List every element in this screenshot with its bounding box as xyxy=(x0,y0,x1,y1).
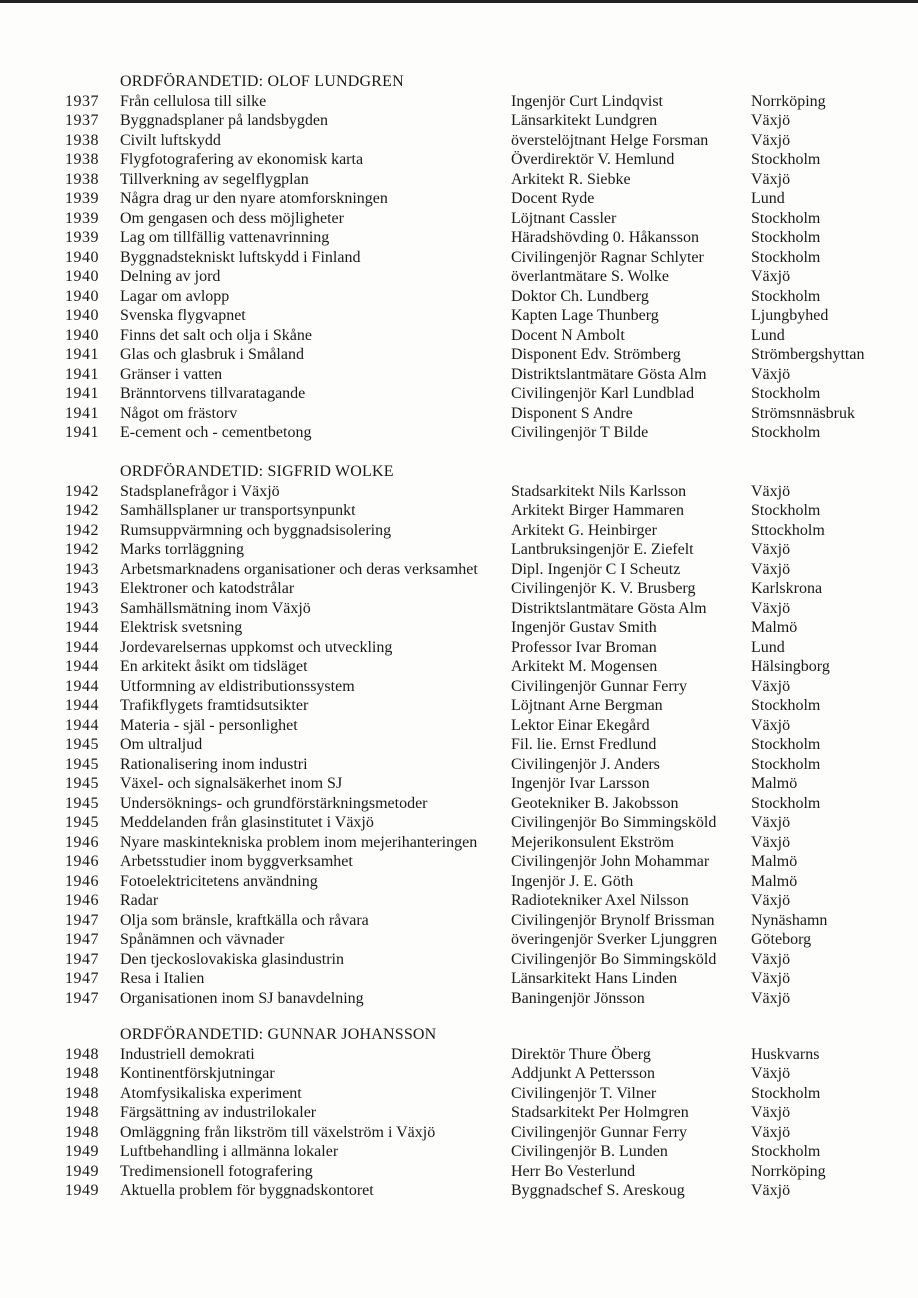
lecture-row xyxy=(0,326,918,346)
topic-cell: Lag om tillfällig vattenavrinning xyxy=(120,229,330,246)
lecture-row xyxy=(0,306,918,326)
place-cell: Stockholm xyxy=(751,697,821,714)
topic-cell: Marks torrläggning xyxy=(120,541,244,558)
lecture-row xyxy=(0,677,918,697)
topic-cell: Gränser i vatten xyxy=(120,365,223,383)
topic-cell: Atomfysikaliska experiment xyxy=(120,1084,302,1102)
topic-cell: Civilt luftskydd xyxy=(120,131,221,149)
year-cell: 1938 xyxy=(65,151,99,168)
lecture-row xyxy=(0,560,918,580)
year-cell: 1945 xyxy=(65,736,99,753)
speaker-cell: Ingenjör Ivar Larsson xyxy=(511,775,650,792)
place-cell: Huskvarns xyxy=(751,1045,820,1063)
place-cell: Växjö xyxy=(751,1104,791,1121)
place-cell: Växjö xyxy=(751,599,791,617)
year-cell: 1948 xyxy=(65,1104,99,1121)
place-cell: Malmö xyxy=(751,853,798,870)
place-cell: Sttockholm xyxy=(751,521,825,539)
lecture-row xyxy=(0,189,918,209)
year-cell: 1942 xyxy=(65,482,99,500)
scan-top-edge xyxy=(0,0,918,3)
speaker-cell: Arkitekt M. Mogensen xyxy=(511,658,658,675)
year-cell: 1946 xyxy=(65,892,99,909)
topic-cell: Aktuella problem för byggnadskontoret xyxy=(120,1182,374,1199)
place-cell: Stockholm xyxy=(751,1143,821,1160)
speaker-cell: Distriktslantmätare Gösta Alm xyxy=(511,365,707,383)
lecture-row xyxy=(0,384,918,404)
year-cell: 1946 xyxy=(65,853,99,870)
year-cell: 1944 xyxy=(65,716,99,734)
lecture-row xyxy=(0,1162,918,1182)
year-cell: 1945 xyxy=(65,794,99,812)
year-cell: 1942 xyxy=(65,502,99,519)
place-cell: Hälsingborg xyxy=(751,658,830,675)
year-cell: 1945 xyxy=(65,814,99,831)
year-cell: 1941 xyxy=(65,404,99,422)
year-cell: 1947 xyxy=(65,950,99,968)
year-cell: 1941 xyxy=(65,365,99,383)
lecture-row xyxy=(0,696,918,716)
topic-cell: Jordevarelsernas uppkomst och utveckling xyxy=(120,638,393,656)
speaker-cell: Arkitekt R. Siebke xyxy=(511,170,631,188)
place-cell: Stockholm xyxy=(751,502,821,519)
lecture-row xyxy=(0,599,918,619)
lecture-row xyxy=(0,1181,918,1201)
place-cell: Stockholm xyxy=(751,755,821,773)
topic-cell: Rumsuppvärmning och byggnadsisolering xyxy=(120,521,392,539)
topic-cell: Om gengasen och dess möjligheter xyxy=(120,209,344,227)
topic-cell: En arkitekt åsikt om tidsläget xyxy=(120,658,308,675)
speaker-cell: Byggnadschef S. Areskoug xyxy=(511,1182,685,1199)
topic-cell: Något om frästorv xyxy=(120,404,238,422)
topic-cell: Fotoelektricitetens användning xyxy=(120,872,318,890)
place-cell: Stockholm xyxy=(751,248,821,266)
lecture-row xyxy=(0,521,918,541)
place-cell: Växjö xyxy=(751,131,791,149)
topic-cell: Industriell demokrati xyxy=(120,1045,255,1063)
year-cell: 1943 xyxy=(65,580,99,597)
year-cell: 1943 xyxy=(65,560,99,578)
topic-cell: Byggnadsplaner på landsbygden xyxy=(120,112,328,129)
year-cell: 1938 xyxy=(65,170,99,188)
year-cell: 1937 xyxy=(65,92,99,110)
place-cell: Växjö xyxy=(751,814,791,831)
speaker-cell: Civilingenjör Karl Lundblad xyxy=(511,385,695,402)
place-cell: Lund xyxy=(751,638,785,656)
place-cell: Stockholm xyxy=(751,794,821,812)
year-cell: 1948 xyxy=(65,1123,99,1141)
place-cell: Växjö xyxy=(751,950,791,968)
topic-cell: Rationalisering inom industri xyxy=(120,755,308,773)
lecture-row xyxy=(0,794,918,814)
place-cell: Växjö xyxy=(751,716,791,734)
lecture-row xyxy=(0,833,918,853)
speaker-cell: Ingenjör Curt Lindqvist xyxy=(511,92,663,110)
speaker-cell: Docent Ryde xyxy=(511,190,595,207)
speaker-cell: överingenjör Sverker Ljunggren xyxy=(511,931,718,948)
lecture-row xyxy=(0,423,918,443)
place-cell: Strömsnnäsbruk xyxy=(751,404,855,422)
lecture-row xyxy=(0,1045,918,1065)
year-cell: 1945 xyxy=(65,755,99,773)
place-cell: Växjö xyxy=(751,112,791,129)
year-cell: 1948 xyxy=(65,1045,99,1063)
topic-cell: Radar xyxy=(120,892,159,909)
speaker-cell: Disponent Edv. Strömberg xyxy=(511,346,681,363)
topic-cell: Organisationen inom SJ banavdelning xyxy=(120,989,364,1007)
lecture-row xyxy=(0,482,918,502)
year-cell: 1937 xyxy=(65,112,99,129)
section-heading: ORDFÖRANDETID: OLOF LUNDGREN xyxy=(120,73,404,90)
place-cell: Stockholm xyxy=(751,385,821,402)
place-cell: Stockholm xyxy=(751,209,821,227)
speaker-cell: Ingenjör J. E. Göth xyxy=(511,872,634,890)
speaker-cell: Lektor Einar Ekegård xyxy=(511,716,650,734)
lecture-row xyxy=(0,1123,918,1143)
year-cell: 1944 xyxy=(65,638,99,656)
topic-cell: Samhällsmätning inom Växjö xyxy=(120,599,311,617)
year-cell: 1940 xyxy=(65,326,99,344)
lecture-row xyxy=(0,170,918,190)
topic-cell: Den tjeckoslovakiska glasindustrin xyxy=(120,950,344,968)
place-cell: Växjö xyxy=(751,833,791,851)
topic-cell: Arbetsstudier inom byggverksamhet xyxy=(120,853,353,870)
speaker-cell: Civilingenjör T. Vilner xyxy=(511,1084,657,1102)
lecture-row xyxy=(0,1064,918,1084)
place-cell: Stockholm xyxy=(751,229,821,246)
year-cell: 1941 xyxy=(65,346,99,363)
year-cell: 1939 xyxy=(65,229,99,246)
speaker-cell: Docent N Ambolt xyxy=(511,326,625,344)
lecture-row xyxy=(0,248,918,268)
speaker-cell: Professor Ivar Broman xyxy=(511,638,657,656)
topic-cell: Elektrisk svetsning xyxy=(120,619,243,636)
topic-cell: Bränntorvens tillvaratagande xyxy=(120,385,306,402)
place-cell: Lund xyxy=(751,190,785,207)
lecture-row xyxy=(0,111,918,131)
speaker-cell: Stadsarkitekt Nils Karlsson xyxy=(511,482,687,500)
speaker-cell: Civilingenjör Ragnar Schlyter xyxy=(511,248,704,266)
lecture-row xyxy=(0,911,918,931)
place-cell: Växjö xyxy=(751,1065,791,1082)
year-cell: 1948 xyxy=(65,1084,99,1102)
speaker-cell: Civilingenjör Gunnar Ferry xyxy=(511,1123,687,1141)
speaker-cell: Civilingenjör K. V. Brusberg xyxy=(511,580,696,597)
year-cell: 1940 xyxy=(65,268,99,285)
topic-cell: Arbetsmarknadens organisationer och deras verksamhet xyxy=(120,560,478,578)
year-cell: 1942 xyxy=(65,521,99,539)
topic-cell: Flygfotografering av ekonomisk karta xyxy=(120,151,364,168)
topic-cell: Från cellulosa till silke xyxy=(120,92,267,110)
lecture-row xyxy=(0,345,918,365)
lecture-row xyxy=(0,1142,918,1162)
lecture-row xyxy=(0,950,918,970)
speaker-cell: Länsarkitekt Hans Linden xyxy=(511,970,678,987)
topic-cell: Glas och glasbruk i Småland xyxy=(120,346,304,363)
topic-cell: Delning av jord xyxy=(120,268,221,285)
year-cell: 1946 xyxy=(65,833,99,851)
lecture-row xyxy=(0,638,918,658)
place-cell: Växjö xyxy=(751,892,791,909)
speaker-cell: Civilingenjör Bo Simmingsköld xyxy=(511,814,717,831)
place-cell: Växjö xyxy=(751,1182,791,1199)
place-cell: Stockholm xyxy=(751,287,821,305)
topic-cell: Elektroner och katodstrålar xyxy=(120,580,295,597)
speaker-cell: Civilingenjör John Mohammar xyxy=(511,853,710,870)
lecture-row xyxy=(0,813,918,833)
year-cell: 1941 xyxy=(65,424,99,441)
speaker-cell: Dipl. Ingenjör C I Scheutz xyxy=(511,560,681,578)
year-cell: 1946 xyxy=(65,872,99,890)
year-cell: 1939 xyxy=(65,190,99,207)
speaker-cell: Disponent S Andre xyxy=(511,404,633,422)
lecture-row xyxy=(0,989,918,1009)
speaker-cell: Kapten Lage Thunberg xyxy=(511,307,659,324)
speaker-cell: överlantmätare S. Wolke xyxy=(511,268,669,285)
lecture-row xyxy=(0,1103,918,1123)
lecture-row xyxy=(0,774,918,794)
place-cell: Karlskrona xyxy=(751,580,823,597)
speaker-cell: Direktör Thure Öberg xyxy=(511,1045,651,1063)
speaker-cell: Radiotekniker Axel Nilsson xyxy=(511,892,689,909)
place-cell: Växjö xyxy=(751,970,791,987)
topic-cell: Stadsplanefrågor i Växjö xyxy=(120,482,280,500)
topic-cell: Samhällsplaner ur transportsynpunkt xyxy=(120,502,356,519)
speaker-cell: överstelöjtnant Helge Forsman xyxy=(511,131,709,149)
year-cell: 1940 xyxy=(65,287,99,305)
speaker-cell: Mejerikonsulent Ekström xyxy=(511,833,675,851)
topic-cell: Byggnadstekniskt luftskydd i Finland xyxy=(120,248,361,266)
year-cell: 1944 xyxy=(65,619,99,636)
topic-cell: Nyare maskintekniska problem inom mejerihanteringen xyxy=(120,833,478,851)
topic-cell: Växel- och signalsäkerhet inom SJ xyxy=(120,775,343,792)
lecture-row xyxy=(0,501,918,521)
place-cell: Göteborg xyxy=(751,931,812,948)
year-cell: 1945 xyxy=(65,775,99,792)
year-cell: 1941 xyxy=(65,385,99,402)
lecture-row xyxy=(0,267,918,287)
lecture-row xyxy=(0,735,918,755)
speaker-cell: Stadsarkitekt Per Holmgren xyxy=(511,1104,689,1121)
lecture-row xyxy=(0,716,918,736)
topic-cell: Olja som bränsle, kraftkälla och råvara xyxy=(120,911,369,929)
topic-cell: Utformning av eldistributionssystem xyxy=(120,677,355,695)
speaker-cell: Civilingenjör B. Lunden xyxy=(511,1143,668,1160)
lecture-row xyxy=(0,540,918,560)
lecture-row xyxy=(0,657,918,677)
topic-cell: Resa i Italien xyxy=(120,970,205,987)
lecture-row xyxy=(0,872,918,892)
year-cell: 1949 xyxy=(65,1162,99,1180)
lecture-row xyxy=(0,287,918,307)
year-cell: 1947 xyxy=(65,970,99,987)
place-cell: Strömbergshyttan xyxy=(751,346,865,363)
place-cell: Växjö xyxy=(751,268,791,285)
place-cell: Malmö xyxy=(751,775,798,792)
speaker-cell: Länsarkitekt Lundgren xyxy=(511,112,658,129)
topic-cell: Omläggning från likström till växelström i Växjö xyxy=(120,1123,436,1141)
year-cell: 1938 xyxy=(65,131,99,149)
speaker-cell: Baningenjör Jönsson xyxy=(511,989,645,1007)
place-cell: Stockholm xyxy=(751,151,821,168)
speaker-cell: Lantbruksingenjör E. Ziefelt xyxy=(511,541,694,558)
lecture-row xyxy=(0,969,918,989)
place-cell: Växjö xyxy=(751,989,791,1007)
speaker-cell: Överdirektör V. Hemlund xyxy=(511,151,675,168)
section-heading: ORDFÖRANDETID: GUNNAR JOHANSSON xyxy=(120,1026,437,1043)
speaker-cell: Löjtnant Arne Bergman xyxy=(511,697,663,714)
topic-cell: Färgsättning av industrilokaler xyxy=(120,1104,317,1121)
speaker-cell: Geotekniker B. Jakobsson xyxy=(511,794,679,812)
place-cell: Norrköping xyxy=(751,1162,826,1180)
year-cell: 1947 xyxy=(65,989,99,1007)
year-cell: 1944 xyxy=(65,677,99,695)
topic-cell: Spånämnen och vävnader xyxy=(120,931,285,948)
place-cell: Växjö xyxy=(751,541,791,558)
year-cell: 1944 xyxy=(65,658,99,675)
topic-cell: Finns det salt och olja i Skåne xyxy=(120,326,312,344)
speaker-cell: Löjtnant Cassler xyxy=(511,209,617,227)
speaker-cell: Arkitekt Birger Hammaren xyxy=(511,502,684,519)
year-cell: 1940 xyxy=(65,307,99,324)
year-cell: 1949 xyxy=(65,1182,99,1199)
speaker-cell: Civilingenjör Bo Simmingsköld xyxy=(511,950,717,968)
topic-cell: Undersöknings- och grundförstärkningsmetoder xyxy=(120,794,428,812)
topic-cell: Kontinentförskjutningar xyxy=(120,1065,275,1082)
speaker-cell: Civilingenjör J. Anders xyxy=(511,755,660,773)
place-cell: Stockholm xyxy=(751,1084,821,1102)
lecture-row xyxy=(0,891,918,911)
year-cell: 1940 xyxy=(65,248,99,266)
topic-cell: Trafikflygets framtidsutsikter xyxy=(120,697,309,714)
place-cell: Stockholm xyxy=(751,424,821,441)
topic-cell: Luftbehandling i allmänna lokaler xyxy=(120,1143,339,1160)
topic-cell: Svenska flygvapnet xyxy=(120,307,246,324)
lecture-row xyxy=(0,209,918,229)
place-cell: Växjö xyxy=(751,170,791,188)
year-cell: 1948 xyxy=(65,1065,99,1082)
speaker-cell: Ingenjör Gustav Smith xyxy=(511,619,657,636)
topic-cell: Om ultraljud xyxy=(120,736,203,753)
year-cell: 1947 xyxy=(65,911,99,929)
place-cell: Malmö xyxy=(751,619,798,636)
lecture-row xyxy=(0,755,918,775)
speaker-cell: Civilingenjör Gunnar Ferry xyxy=(511,677,687,695)
year-cell: 1943 xyxy=(65,599,99,617)
topic-cell: Meddelanden från glasinstitutet i Växjö xyxy=(120,814,374,831)
speaker-cell: Civilingenjör T Bilde xyxy=(511,424,649,441)
place-cell: Malmö xyxy=(751,872,798,890)
speaker-cell: Addjunkt A Pettersson xyxy=(511,1065,656,1082)
lecture-row xyxy=(0,1084,918,1104)
lecture-row xyxy=(0,365,918,385)
place-cell: Växjö xyxy=(751,365,791,383)
speaker-cell: Distriktslantmätare Gösta Alm xyxy=(511,599,707,617)
place-cell: Nynäshamn xyxy=(751,911,828,929)
place-cell: Växjö xyxy=(751,560,791,578)
year-cell: 1947 xyxy=(65,931,99,948)
lecture-row xyxy=(0,618,918,638)
place-cell: Växjö xyxy=(751,1123,791,1141)
topic-cell: E-cement och - cementbetong xyxy=(120,424,312,441)
lecture-row xyxy=(0,852,918,872)
topic-cell: Lagar om avlopp xyxy=(120,287,230,305)
place-cell: Lund xyxy=(751,326,785,344)
lecture-row xyxy=(0,404,918,424)
speaker-cell: Herr Bo Vesterlund xyxy=(511,1162,636,1180)
year-cell: 1949 xyxy=(65,1143,99,1160)
section-heading: ORDFÖRANDETID: SIGFRID WOLKE xyxy=(120,463,394,480)
lecture-row xyxy=(0,930,918,950)
lecture-row xyxy=(0,150,918,170)
lecture-row xyxy=(0,228,918,248)
lecture-row xyxy=(0,92,918,112)
topic-cell: Tredimensionell fotografering xyxy=(120,1162,313,1180)
place-cell: Ljungbyhed xyxy=(751,307,829,324)
year-cell: 1944 xyxy=(65,697,99,714)
place-cell: Växjö xyxy=(751,482,791,500)
topic-cell: Tillverkning av segelflygplan xyxy=(120,170,309,188)
speaker-cell: Arkitekt G. Heinbirger xyxy=(511,521,657,539)
speaker-cell: Doktor Ch. Lundberg xyxy=(511,287,649,305)
speaker-cell: Häradshövding 0. Håkansson xyxy=(511,229,699,246)
speaker-cell: Civilingenjör Brynolf Brissman xyxy=(511,911,715,929)
place-cell: Norrköping xyxy=(751,92,826,110)
place-cell: Stockholm xyxy=(751,736,821,753)
lecture-row xyxy=(0,579,918,599)
year-cell: 1939 xyxy=(65,209,99,227)
lecture-row xyxy=(0,131,918,151)
place-cell: Växjö xyxy=(751,677,791,695)
speaker-cell: Fil. lie. Ernst Fredlund xyxy=(511,736,657,753)
year-cell: 1942 xyxy=(65,541,99,558)
topic-cell: Några drag ur den nyare atomforskningen xyxy=(120,190,388,207)
topic-cell: Materia - själ - personlighet xyxy=(120,716,298,734)
